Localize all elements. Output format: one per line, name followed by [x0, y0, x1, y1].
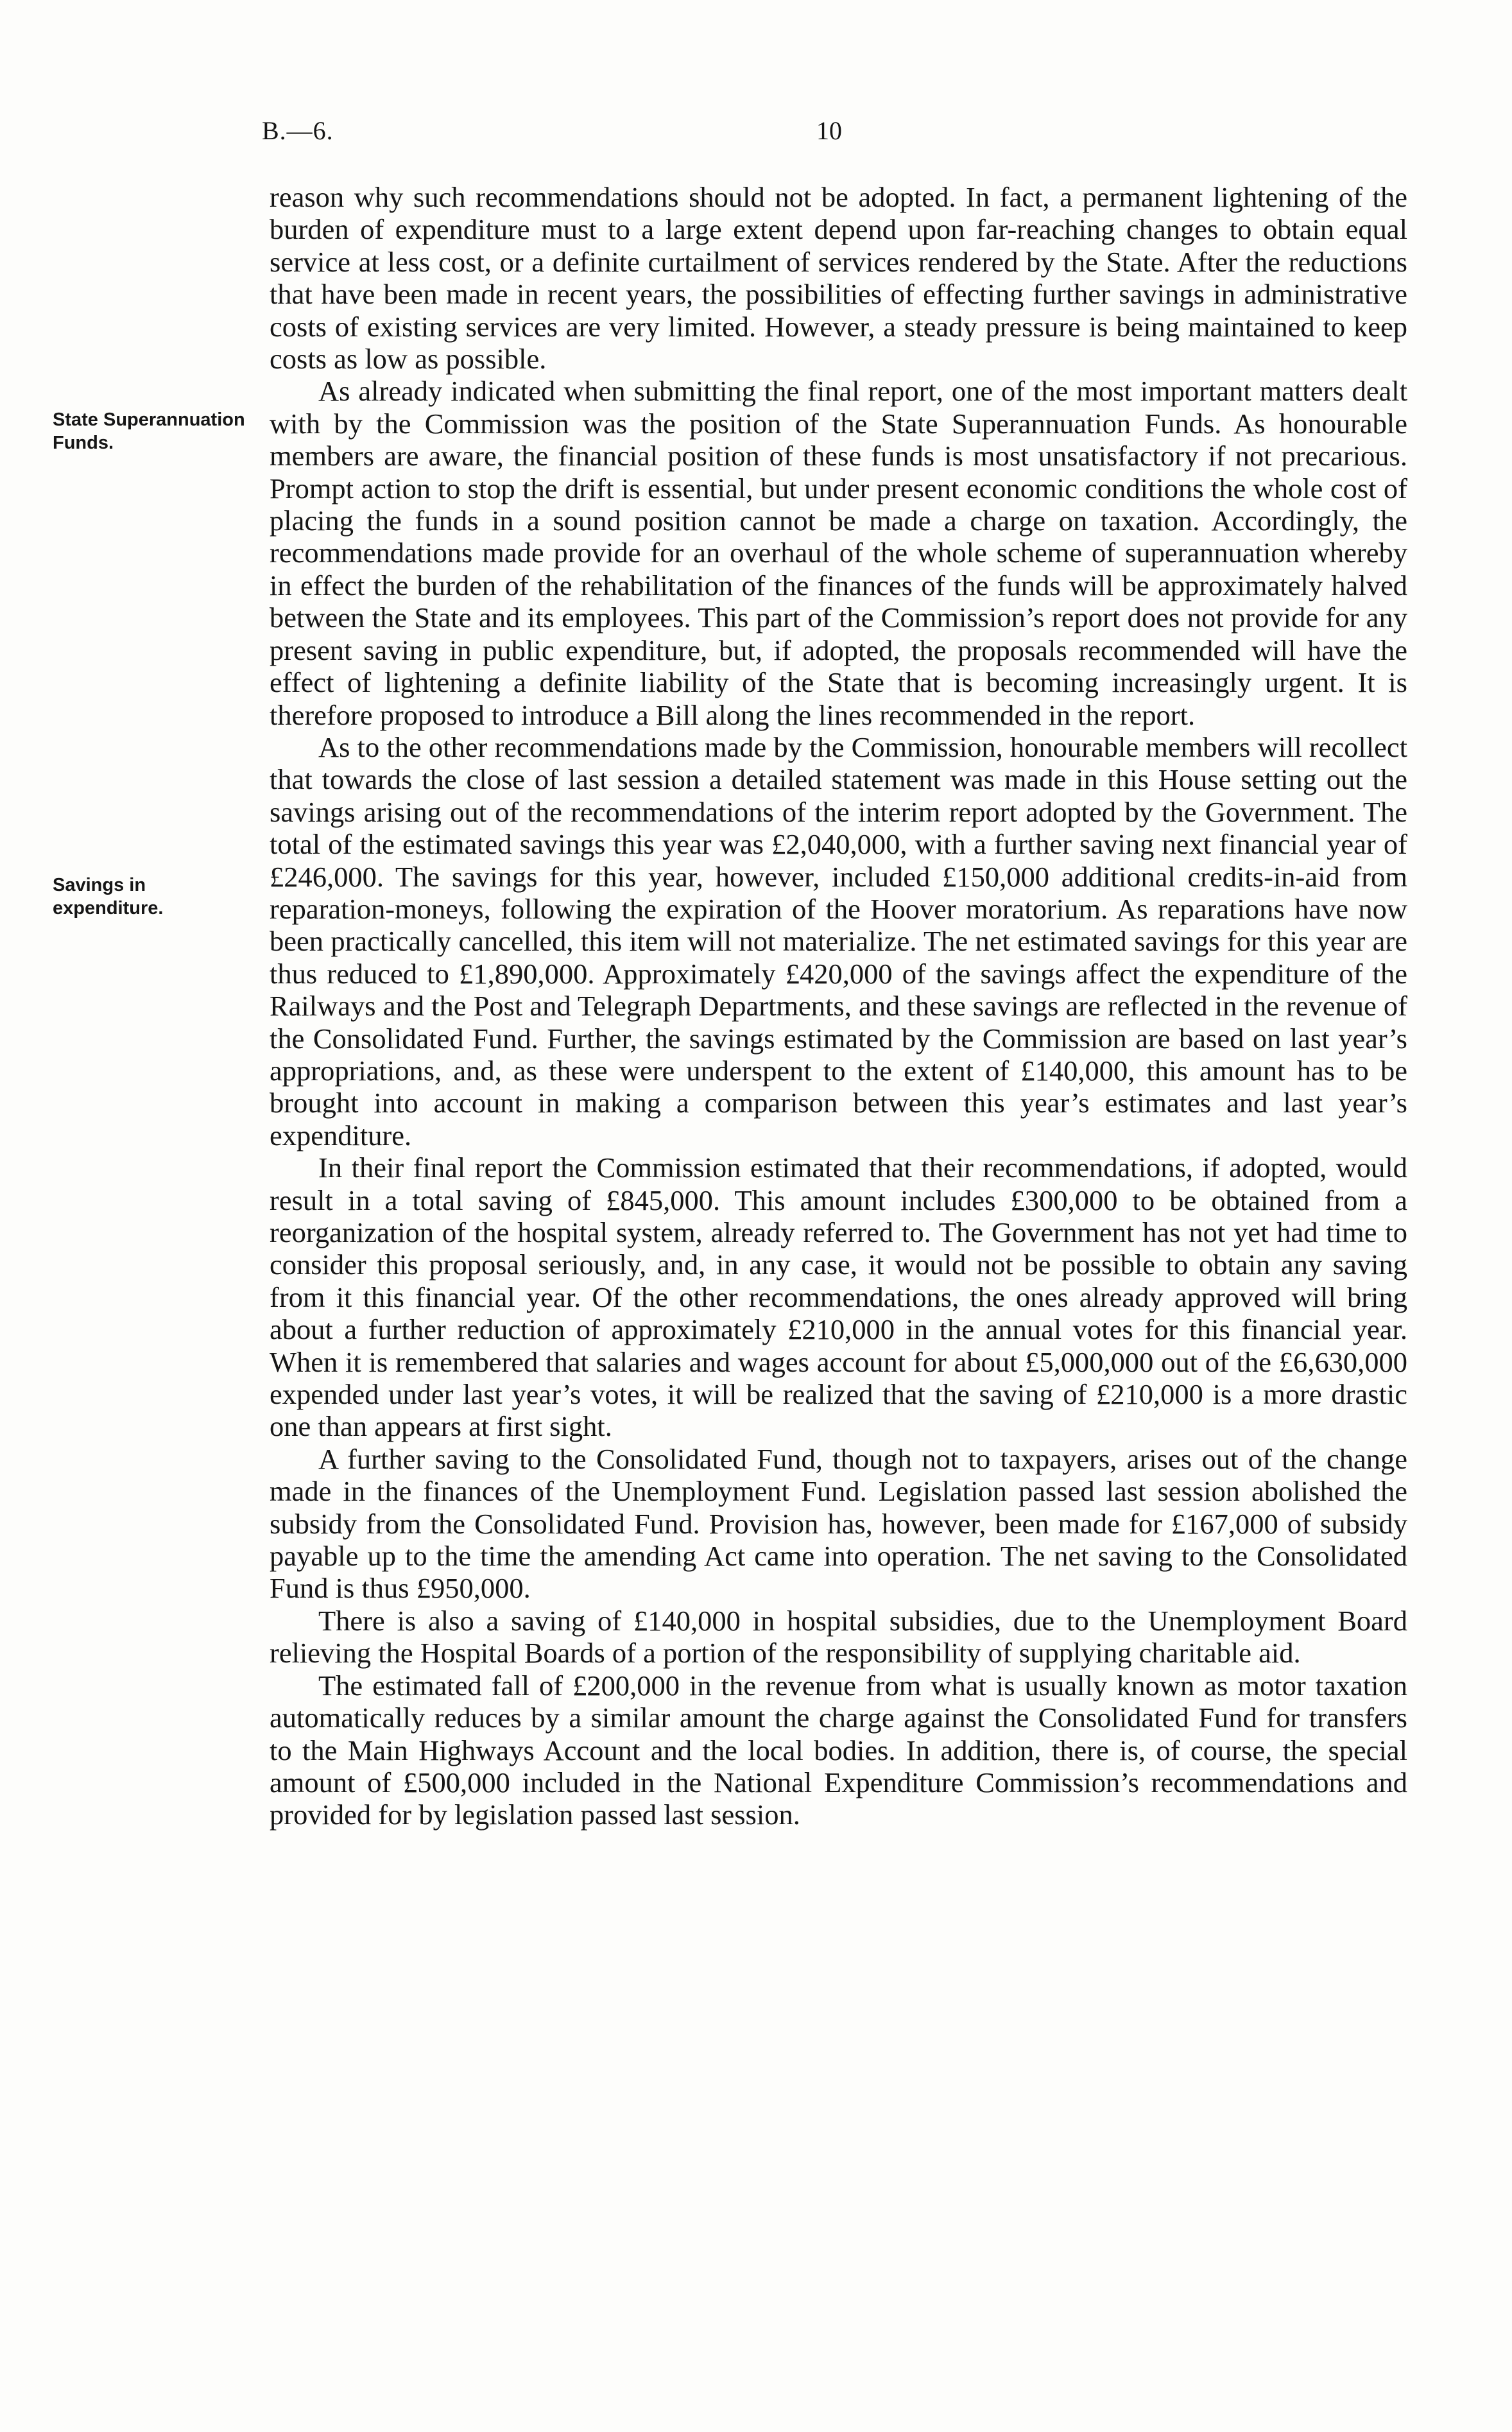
paragraph-continuation: reason why such recommendations should not be adopted. In fact, a permanent lightening of the burden of expenditure must to a large extent depend upon far-reaching changes to obtain equal service at less cost, or a definite curtailment of services rendered by the State. After the reductions that have been made in recent years, the possibilities of effecting further savings in administrative costs of existing services are very limited. However, a steady pressure is being maintained to keep costs as low as possible.	[270, 181, 1407, 375]
paragraph-hospital-subsidies: There is also a saving of £140,000 in hospital subsidies, due to the Unemployment Board relieving the Hospital Boards of a portion of the responsibility of supplying charitable aid.	[270, 1604, 1407, 1669]
body-text	[270, 181, 1407, 1831]
paragraph-motor-taxation: The estimated fall of £200,000 in the revenue from what is usually known as motor taxation automatically reduces by a similar amount the charge against the Consolidated Fund for transfers to the Main Highways Account and the local bodies. In addition, there is, of course, the special amount of £500,000 included in the National Expenditure Commission’s recommendations and provided for by legislation passed last session.	[270, 1669, 1407, 1831]
margin-note-line: Savings in	[53, 875, 146, 895]
paragraph-superannuation: As already indicated when submitting the final report, one of the most important matters dealt with by the Commission was the position of the State Superannuation Funds. As honourable members are aware, the financial position of these funds is most unsatisfactory if not precarious. Prompt action to stop the drift is essential, but under present economic conditions the whole cost of placing the funds in a sound position cannot be made a charge on taxation. Accordingly, the recommendations made provide for an overhaul of the whole scheme of superannuation whereby in effect the burden of the rehabilitation of the finances of the funds will be approximately halved between the State and its employees. This part of the Commission’s report does not provide for any present saving in public expenditure, but, if adopted, the proposals recommended will have the effect of lightening a definite liability of the State that is becoming increasingly urgent. It is therefore proposed to introduce a Bill along the lines recommended in the report.	[270, 375, 1407, 731]
paragraph-savings: As to the other recommendations made by the Commission, honourable members will recollect that towards the close of last session a detailed statement was made in this House setting out the savings arising out of the recommendations of the interim report adopted by the Government. The total of the estimated savings this year was £2,040,000, with a further saving next financial year of £246,000. The savings for this year, however, included £150,000 additional credits-in-aid from reparation-moneys, following the expiration of the Hoover moratorium. As reparations have now been practically cancelled, this item will not materialize. The net estimated savings for this year are thus reduced to £1,890,000. Approximately £420,000 of the savings affect the expenditure of the Railways and the Post and Telegraph Departments, and these savings are reflected in the revenue of the Consolidated Fund. Further, the savings estimated by the Commission are based on last year’s appropriations, and, as these were underspent to the extent of £140,000, this amount has to be brought into account in making a comparison between this year’s estimates and last year’s expenditure.	[270, 730, 1407, 1151]
document-reference: B.—6.	[262, 116, 334, 145]
margin-note-savings	[53, 874, 163, 920]
paragraph-unemployment-fund: A further saving to the Consolidated Fund, though not to taxpayers, arises out of the change made in the finances of the Unemployment Fund. Legislation passed last session abolished the subsidy from the Consolidated Fund. Provision has, however, been made for £167,000 of subsidy payable up to the time the amending Act came into operation. The net saving to the Consolidated Fund is thus £950,000.	[270, 1442, 1407, 1605]
margin-note-line: Funds.	[53, 433, 114, 453]
margin-note-line: State Superannuation	[53, 410, 245, 430]
margin-note-line: expenditure.	[53, 898, 164, 918]
margin-note-state-superannuation	[53, 408, 245, 454]
paragraph-final-report: In their final report the Commission estimated that their recommendations, if adopted, would result in a total saving of £845,000. This amount includes £300,000 to be obtained from a reorganization of the hospital system, already referred to. The Government has not yet had time to consider this proposal seriously, and, in any case, it would not be possible to obtain any saving from it this financial year. Of the other recommendations, the ones already approved will bring about a further reduction of approximately £210,000 in the annual votes for this financial year. When it is remembered that salaries and wages account for about £5,000,000 out of the £6,630,000 expended under last year’s votes, it will be realized that the saving of £210,000 is a more drastic one than appears at first sight.	[270, 1151, 1407, 1443]
page-number: 10	[816, 116, 842, 145]
